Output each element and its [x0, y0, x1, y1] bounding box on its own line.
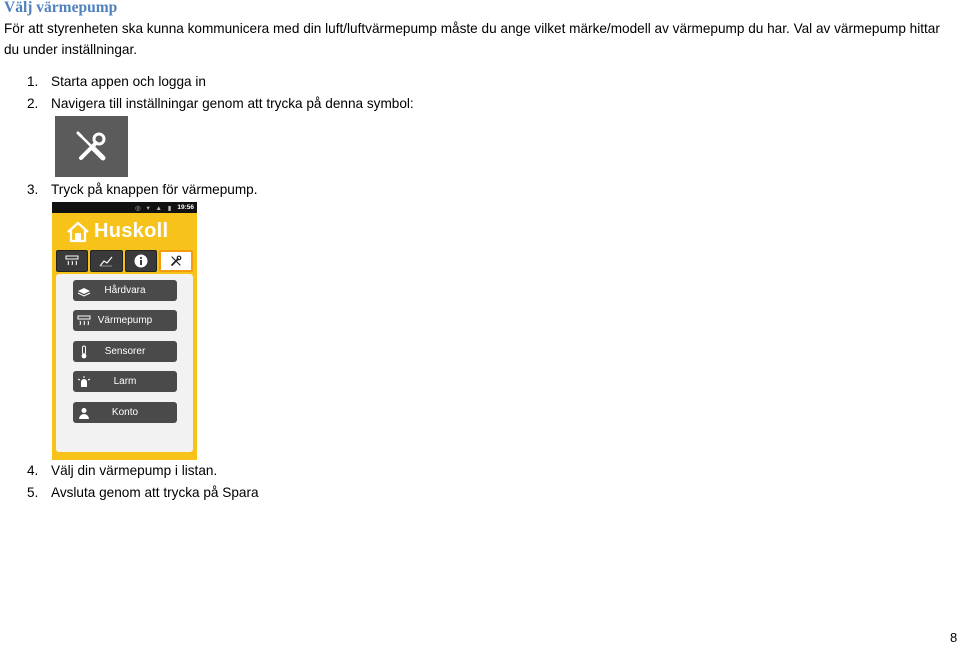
house-icon — [66, 221, 90, 243]
account-button-label: Konto — [111, 407, 139, 418]
page-number: 8 — [950, 630, 958, 645]
settings-symbol-image — [55, 116, 128, 177]
tab-settings[interactable] — [159, 250, 193, 272]
app-name: Huskoll — [94, 220, 169, 242]
step-text: Tryck på knappen för värmepump. — [51, 182, 258, 197]
step-text: Starta appen och logga in — [51, 74, 206, 89]
step-3 — [27, 182, 258, 197]
hardware-button[interactable] — [73, 280, 177, 301]
step-text: Avsluta genom att trycka på Spara — [51, 485, 259, 500]
step-2 — [27, 96, 414, 111]
heat-pump-button[interactable] — [73, 310, 177, 331]
user-icon — [76, 405, 91, 420]
thermometer-icon — [76, 344, 91, 359]
tab-heat-pump[interactable] — [56, 250, 88, 272]
step-5 — [27, 485, 259, 500]
tab-bar — [56, 250, 193, 272]
tools-icon — [169, 254, 183, 268]
alarm-icon — [76, 374, 91, 389]
alarm-button-label: Larm — [113, 376, 137, 387]
intro-paragraph: För att styrenheten ska kunna kommunicera med din luft/luftvärmepump måste du ange vilket märke/modell av värmepump du har. Val av värmepump hittar du under inställningar. — [4, 21, 940, 57]
heat-pump-button-label: Värmepump — [97, 315, 153, 326]
status-icons: ◎ ▾ ▲ ▮ — [135, 204, 174, 212]
tab-graph[interactable] — [90, 250, 122, 272]
heat-pump-icon — [76, 313, 91, 328]
step-number: 5. — [27, 485, 39, 500]
hardware-icon — [76, 283, 91, 298]
tools-icon — [72, 127, 112, 167]
account-button[interactable] — [73, 402, 177, 423]
graph-icon — [99, 255, 113, 267]
alarm-button[interactable] — [73, 371, 177, 392]
status-time: 19:56 — [177, 204, 194, 211]
step-text: Navigera till inställningar genom att trycka på denna symbol: — [51, 96, 414, 111]
step-4 — [27, 463, 217, 478]
step-number: 4. — [27, 463, 39, 478]
info-icon — [134, 254, 148, 268]
step-1 — [27, 74, 206, 89]
step-number: 3. — [27, 182, 39, 197]
settings-menu — [56, 274, 193, 452]
app-screenshot — [52, 202, 197, 460]
hardware-button-label: Hårdvara — [104, 285, 146, 296]
step-number: 2. — [27, 96, 39, 111]
sensors-button[interactable] — [73, 341, 177, 362]
section-heading: Välj värmepump — [4, 0, 118, 16]
step-number: 1. — [27, 74, 39, 89]
tab-info[interactable] — [125, 250, 157, 272]
status-bar — [52, 202, 197, 213]
step-text: Välj din värmepump i listan. — [51, 463, 218, 478]
sensors-button-label: Sensorer — [104, 346, 146, 357]
heat-pump-icon — [65, 255, 79, 267]
app-logo — [66, 220, 168, 243]
